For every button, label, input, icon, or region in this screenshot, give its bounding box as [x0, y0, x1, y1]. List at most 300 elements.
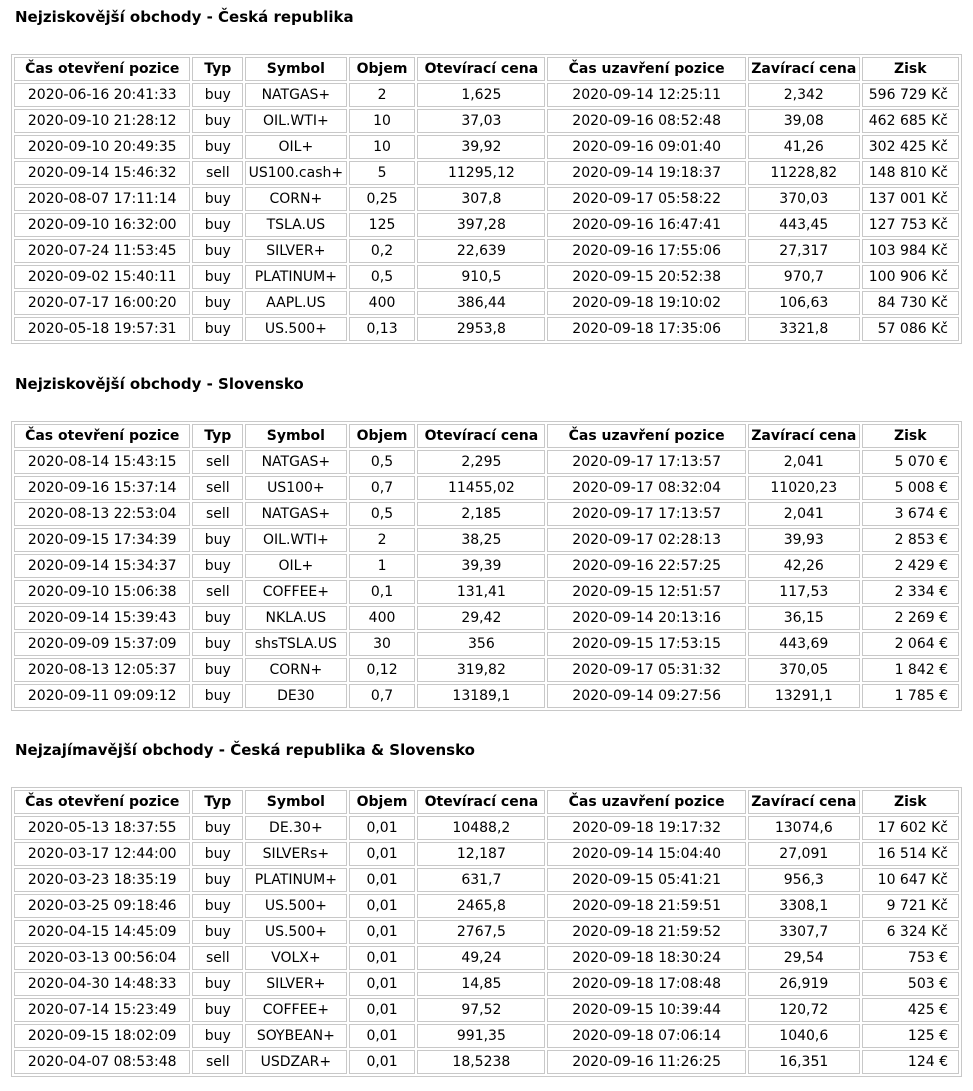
cell-symbol: AAPL.US — [245, 291, 346, 315]
column-header-volume: Objem — [349, 790, 416, 814]
cell-profit: 17 602 Kč — [862, 816, 959, 840]
cell-symbol: OIL.WTI+ — [245, 109, 346, 133]
cell-open-price: 13189,1 — [417, 684, 545, 708]
cell-symbol: SILVER+ — [245, 972, 346, 996]
cell-type: buy — [192, 1024, 243, 1048]
cell-close-price: 13291,1 — [748, 684, 860, 708]
cell-close-price: 13074,6 — [748, 816, 860, 840]
cell-close-time: 2020-09-16 22:57:25 — [547, 554, 746, 578]
cell-close-price: 2,041 — [748, 450, 860, 474]
cell-close-time: 2020-09-15 17:53:15 — [547, 632, 746, 656]
cell-volume: 2 — [349, 83, 416, 107]
cell-profit: 5 070 € — [862, 450, 959, 474]
cell-symbol: PLATINUM+ — [245, 265, 346, 289]
cell-close-time: 2020-09-15 10:39:44 — [547, 998, 746, 1022]
cell-type: buy — [192, 920, 243, 944]
cell-open-time: 2020-09-09 15:37:09 — [14, 632, 190, 656]
cell-symbol: NATGAS+ — [245, 450, 346, 474]
cell-open-price: 97,52 — [417, 998, 545, 1022]
cell-type: buy — [192, 187, 243, 211]
table-row — [14, 1024, 959, 1048]
cell-volume: 10 — [349, 135, 416, 159]
cell-open-time: 2020-09-10 20:49:35 — [14, 135, 190, 159]
cell-close-price: 3307,7 — [748, 920, 860, 944]
cell-volume: 0,01 — [349, 816, 416, 840]
cell-symbol: US100.cash+ — [245, 161, 346, 185]
table-row — [14, 135, 959, 159]
cell-open-time: 2020-04-07 08:53:48 — [14, 1050, 190, 1074]
cell-open-time: 2020-09-10 16:32:00 — [14, 213, 190, 237]
table-row — [14, 842, 959, 866]
cell-open-time: 2020-09-14 15:39:43 — [14, 606, 190, 630]
cell-volume: 0,01 — [349, 946, 416, 970]
table-row — [14, 109, 959, 133]
cell-type: buy — [192, 291, 243, 315]
cell-close-time: 2020-09-15 20:52:38 — [547, 265, 746, 289]
cell-volume: 400 — [349, 606, 416, 630]
cell-symbol: NATGAS+ — [245, 83, 346, 107]
cell-close-time: 2020-09-18 21:59:51 — [547, 894, 746, 918]
cell-close-price: 39,08 — [748, 109, 860, 133]
table-header-row — [14, 790, 959, 814]
trades-table — [11, 421, 962, 711]
cell-type: buy — [192, 135, 243, 159]
cell-type: buy — [192, 998, 243, 1022]
cell-profit: 2 429 € — [862, 554, 959, 578]
cell-close-price: 3321,8 — [748, 317, 860, 341]
cell-volume: 0,12 — [349, 658, 416, 682]
cell-open-time: 2020-06-16 20:41:33 — [14, 83, 190, 107]
cell-open-price: 38,25 — [417, 528, 545, 552]
cell-close-price: 16,351 — [748, 1050, 860, 1074]
cell-open-price: 12,187 — [417, 842, 545, 866]
cell-volume: 5 — [349, 161, 416, 185]
cell-open-time: 2020-09-16 15:37:14 — [14, 476, 190, 500]
cell-symbol: SILVERs+ — [245, 842, 346, 866]
cell-close-time: 2020-09-14 19:18:37 — [547, 161, 746, 185]
cell-type: buy — [192, 894, 243, 918]
table-row — [14, 658, 959, 682]
column-header-open-price: Otevírací cena — [417, 57, 545, 81]
cell-type: buy — [192, 213, 243, 237]
table-row — [14, 684, 959, 708]
cell-open-time: 2020-05-18 19:57:31 — [14, 317, 190, 341]
cell-profit: 2 269 € — [862, 606, 959, 630]
cell-volume: 0,01 — [349, 842, 416, 866]
table-header-row — [14, 424, 959, 448]
cell-volume: 2 — [349, 528, 416, 552]
cell-open-time: 2020-07-24 11:53:45 — [14, 239, 190, 263]
column-header-open-time: Čas otevření pozice — [14, 57, 190, 81]
cell-open-time: 2020-07-17 16:00:20 — [14, 291, 190, 315]
cell-open-time: 2020-09-14 15:46:32 — [14, 161, 190, 185]
cell-open-time: 2020-08-13 12:05:37 — [14, 658, 190, 682]
cell-profit: 103 984 Kč — [862, 239, 959, 263]
cell-close-price: 956,3 — [748, 868, 860, 892]
table-row — [14, 317, 959, 341]
column-header-close-time: Čas uzavření pozice — [547, 790, 746, 814]
cell-close-time: 2020-09-14 15:04:40 — [547, 842, 746, 866]
cell-volume: 0,13 — [349, 317, 416, 341]
cell-profit: 84 730 Kč — [862, 291, 959, 315]
cell-symbol: NKLA.US — [245, 606, 346, 630]
table-row — [14, 920, 959, 944]
cell-open-time: 2020-04-30 14:48:33 — [14, 972, 190, 996]
cell-type: sell — [192, 476, 243, 500]
cell-close-time: 2020-09-15 05:41:21 — [547, 868, 746, 892]
cell-close-time: 2020-09-17 17:13:57 — [547, 450, 746, 474]
cell-symbol: DE.30+ — [245, 816, 346, 840]
cell-symbol: TSLA.US — [245, 213, 346, 237]
table-row — [14, 1050, 959, 1074]
cell-open-price: 386,44 — [417, 291, 545, 315]
cell-volume: 0,1 — [349, 580, 416, 604]
trades-table — [11, 54, 962, 344]
cell-close-price: 42,26 — [748, 554, 860, 578]
cell-close-price: 443,45 — [748, 213, 860, 237]
cell-type: buy — [192, 606, 243, 630]
cell-open-price: 10488,2 — [417, 816, 545, 840]
column-header-symbol: Symbol — [245, 57, 346, 81]
cell-profit: 753 € — [862, 946, 959, 970]
table-row — [14, 998, 959, 1022]
cell-open-time: 2020-08-07 17:11:14 — [14, 187, 190, 211]
cell-close-price: 41,26 — [748, 135, 860, 159]
cell-open-price: 2,185 — [417, 502, 545, 526]
cell-volume: 30 — [349, 632, 416, 656]
cell-profit: 425 € — [862, 998, 959, 1022]
cell-profit: 127 753 Kč — [862, 213, 959, 237]
cell-close-price: 36,15 — [748, 606, 860, 630]
cell-close-time: 2020-09-17 05:58:22 — [547, 187, 746, 211]
cell-profit: 125 € — [862, 1024, 959, 1048]
cell-profit: 596 729 Kč — [862, 83, 959, 107]
cell-open-time: 2020-09-15 17:34:39 — [14, 528, 190, 552]
cell-profit: 1 785 € — [862, 684, 959, 708]
cell-open-price: 1,625 — [417, 83, 545, 107]
column-header-profit: Zisk — [862, 424, 959, 448]
cell-profit: 124 € — [862, 1050, 959, 1074]
cell-close-time: 2020-09-16 11:26:25 — [547, 1050, 746, 1074]
cell-symbol: OIL+ — [245, 135, 346, 159]
cell-type: buy — [192, 554, 243, 578]
column-header-close-price: Zavírací cena — [748, 424, 860, 448]
cell-type: buy — [192, 658, 243, 682]
cell-volume: 0,01 — [349, 1050, 416, 1074]
cell-type: sell — [192, 502, 243, 526]
table-row — [14, 868, 959, 892]
cell-open-time: 2020-03-13 00:56:04 — [14, 946, 190, 970]
column-header-open-time: Čas otevření pozice — [14, 424, 190, 448]
table-row — [14, 83, 959, 107]
cell-symbol: US.500+ — [245, 920, 346, 944]
column-header-volume: Objem — [349, 424, 416, 448]
cell-profit: 503 € — [862, 972, 959, 996]
table-row — [14, 476, 959, 500]
cell-type: buy — [192, 317, 243, 341]
cell-profit: 3 674 € — [862, 502, 959, 526]
cell-profit: 137 001 Kč — [862, 187, 959, 211]
cell-close-time: 2020-09-18 07:06:14 — [547, 1024, 746, 1048]
cell-close-time: 2020-09-14 20:13:16 — [547, 606, 746, 630]
cell-open-price: 11455,02 — [417, 476, 545, 500]
cell-volume: 0,5 — [349, 450, 416, 474]
cell-type: buy — [192, 239, 243, 263]
table-row — [14, 528, 959, 552]
cell-open-time: 2020-09-10 21:28:12 — [14, 109, 190, 133]
table-row — [14, 239, 959, 263]
cell-symbol: US100+ — [245, 476, 346, 500]
column-header-close-time: Čas uzavření pozice — [547, 424, 746, 448]
cell-profit: 2 334 € — [862, 580, 959, 604]
cell-type: buy — [192, 816, 243, 840]
cell-type: buy — [192, 972, 243, 996]
cell-volume: 0,01 — [349, 868, 416, 892]
cell-close-time: 2020-09-16 08:52:48 — [547, 109, 746, 133]
cell-profit: 10 647 Kč — [862, 868, 959, 892]
cell-symbol: CORN+ — [245, 187, 346, 211]
cell-close-time: 2020-09-18 18:30:24 — [547, 946, 746, 970]
cell-open-price: 39,39 — [417, 554, 545, 578]
cell-open-price: 631,7 — [417, 868, 545, 892]
cell-open-time: 2020-05-13 18:37:55 — [14, 816, 190, 840]
cell-close-price: 370,05 — [748, 658, 860, 682]
cell-open-price: 2,295 — [417, 450, 545, 474]
cell-close-time: 2020-09-16 17:55:06 — [547, 239, 746, 263]
cell-close-time: 2020-09-16 16:47:41 — [547, 213, 746, 237]
cell-open-time: 2020-08-14 15:43:15 — [14, 450, 190, 474]
cell-type: sell — [192, 161, 243, 185]
cell-open-price: 910,5 — [417, 265, 545, 289]
cell-close-price: 117,53 — [748, 580, 860, 604]
cell-close-price: 39,93 — [748, 528, 860, 552]
column-header-type: Typ — [192, 424, 243, 448]
cell-open-price: 397,28 — [417, 213, 545, 237]
cell-symbol: SOYBEAN+ — [245, 1024, 346, 1048]
section-title: Nejzajímavější obchody - Česká republika & Slovensko — [15, 741, 475, 759]
cell-symbol: USDZAR+ — [245, 1050, 346, 1074]
cell-close-price: 120,72 — [748, 998, 860, 1022]
table-row — [14, 606, 959, 630]
column-header-profit: Zisk — [862, 57, 959, 81]
column-header-open-price: Otevírací cena — [417, 790, 545, 814]
cell-type: sell — [192, 1050, 243, 1074]
cell-volume: 1 — [349, 554, 416, 578]
cell-open-time: 2020-07-14 15:23:49 — [14, 998, 190, 1022]
cell-volume: 0,01 — [349, 894, 416, 918]
cell-open-time: 2020-09-10 15:06:38 — [14, 580, 190, 604]
section-title: Nejziskovější obchody - Slovensko — [15, 375, 304, 393]
cell-volume: 0,2 — [349, 239, 416, 263]
cell-close-time: 2020-09-18 19:17:32 — [547, 816, 746, 840]
cell-open-price: 11295,12 — [417, 161, 545, 185]
cell-symbol: COFFEE+ — [245, 580, 346, 604]
cell-open-time: 2020-03-25 09:18:46 — [14, 894, 190, 918]
cell-close-price: 29,54 — [748, 946, 860, 970]
table-header-row — [14, 57, 959, 81]
cell-volume: 10 — [349, 109, 416, 133]
cell-close-time: 2020-09-14 12:25:11 — [547, 83, 746, 107]
column-header-type: Typ — [192, 790, 243, 814]
cell-open-price: 2465,8 — [417, 894, 545, 918]
cell-open-price: 18,5238 — [417, 1050, 545, 1074]
cell-open-time: 2020-08-13 22:53:04 — [14, 502, 190, 526]
cell-open-price: 29,42 — [417, 606, 545, 630]
table-row — [14, 816, 959, 840]
column-header-profit: Zisk — [862, 790, 959, 814]
table-row — [14, 291, 959, 315]
cell-symbol: US.500+ — [245, 317, 346, 341]
cell-profit: 5 008 € — [862, 476, 959, 500]
cell-symbol: NATGAS+ — [245, 502, 346, 526]
cell-type: buy — [192, 684, 243, 708]
cell-open-price: 22,639 — [417, 239, 545, 263]
cell-volume: 400 — [349, 291, 416, 315]
column-header-symbol: Symbol — [245, 790, 346, 814]
table-row — [14, 187, 959, 211]
table-row — [14, 161, 959, 185]
table-row — [14, 502, 959, 526]
column-header-close-price: Zavírací cena — [748, 790, 860, 814]
cell-close-time: 2020-09-18 17:35:06 — [547, 317, 746, 341]
cell-profit: 6 324 Kč — [862, 920, 959, 944]
cell-volume: 0,7 — [349, 684, 416, 708]
cell-close-price: 3308,1 — [748, 894, 860, 918]
cell-profit: 16 514 Kč — [862, 842, 959, 866]
cell-type: buy — [192, 83, 243, 107]
cell-open-price: 356 — [417, 632, 545, 656]
section-title: Nejziskovější obchody - Česká republika — [15, 8, 354, 26]
table-row — [14, 213, 959, 237]
cell-close-time: 2020-09-14 09:27:56 — [547, 684, 746, 708]
cell-type: buy — [192, 868, 243, 892]
cell-close-price: 11020,23 — [748, 476, 860, 500]
cell-open-price: 319,82 — [417, 658, 545, 682]
cell-open-price: 2767,5 — [417, 920, 545, 944]
cell-symbol: COFFEE+ — [245, 998, 346, 1022]
cell-close-price: 1040,6 — [748, 1024, 860, 1048]
column-header-close-price: Zavírací cena — [748, 57, 860, 81]
cell-volume: 0,5 — [349, 265, 416, 289]
cell-open-price: 131,41 — [417, 580, 545, 604]
table-row — [14, 632, 959, 656]
cell-close-price: 27,091 — [748, 842, 860, 866]
cell-open-time: 2020-04-15 14:45:09 — [14, 920, 190, 944]
cell-type: sell — [192, 450, 243, 474]
cell-open-time: 2020-09-11 09:09:12 — [14, 684, 190, 708]
cell-symbol: SILVER+ — [245, 239, 346, 263]
cell-type: sell — [192, 946, 243, 970]
cell-volume: 125 — [349, 213, 416, 237]
cell-symbol: CORN+ — [245, 658, 346, 682]
cell-symbol: DE30 — [245, 684, 346, 708]
cell-open-price: 307,8 — [417, 187, 545, 211]
trades-table — [11, 787, 962, 1077]
cell-open-time: 2020-09-14 15:34:37 — [14, 554, 190, 578]
cell-close-price: 106,63 — [748, 291, 860, 315]
cell-open-time: 2020-03-17 12:44:00 — [14, 842, 190, 866]
cell-type: sell — [192, 580, 243, 604]
cell-profit: 2 064 € — [862, 632, 959, 656]
column-header-type: Typ — [192, 57, 243, 81]
cell-symbol: shsTSLA.US — [245, 632, 346, 656]
cell-volume: 0,25 — [349, 187, 416, 211]
cell-open-time: 2020-09-15 18:02:09 — [14, 1024, 190, 1048]
column-header-symbol: Symbol — [245, 424, 346, 448]
cell-profit: 2 853 € — [862, 528, 959, 552]
cell-type: buy — [192, 528, 243, 552]
table-row — [14, 972, 959, 996]
cell-symbol: VOLX+ — [245, 946, 346, 970]
cell-close-time: 2020-09-15 12:51:57 — [547, 580, 746, 604]
cell-profit: 462 685 Kč — [862, 109, 959, 133]
cell-profit: 57 086 Kč — [862, 317, 959, 341]
table-row — [14, 894, 959, 918]
cell-close-time: 2020-09-18 19:10:02 — [547, 291, 746, 315]
cell-close-time: 2020-09-16 09:01:40 — [547, 135, 746, 159]
cell-type: buy — [192, 632, 243, 656]
cell-open-time: 2020-03-23 18:35:19 — [14, 868, 190, 892]
cell-close-time: 2020-09-17 08:32:04 — [547, 476, 746, 500]
cell-close-price: 27,317 — [748, 239, 860, 263]
cell-profit: 100 906 Kč — [862, 265, 959, 289]
table-row — [14, 580, 959, 604]
cell-close-price: 443,69 — [748, 632, 860, 656]
column-header-close-time: Čas uzavření pozice — [547, 57, 746, 81]
cell-open-price: 991,35 — [417, 1024, 545, 1048]
cell-symbol: PLATINUM+ — [245, 868, 346, 892]
cell-close-time: 2020-09-18 17:08:48 — [547, 972, 746, 996]
cell-close-time: 2020-09-18 21:59:52 — [547, 920, 746, 944]
cell-close-price: 2,041 — [748, 502, 860, 526]
cell-profit: 302 425 Kč — [862, 135, 959, 159]
cell-volume: 0,7 — [349, 476, 416, 500]
cell-symbol: OIL+ — [245, 554, 346, 578]
cell-symbol: OIL.WTI+ — [245, 528, 346, 552]
cell-open-price: 49,24 — [417, 946, 545, 970]
cell-open-time: 2020-09-02 15:40:11 — [14, 265, 190, 289]
cell-volume: 0,01 — [349, 972, 416, 996]
cell-open-price: 2953,8 — [417, 317, 545, 341]
cell-profit: 148 810 Kč — [862, 161, 959, 185]
cell-type: buy — [192, 265, 243, 289]
table-row — [14, 450, 959, 474]
cell-profit: 9 721 Kč — [862, 894, 959, 918]
table-row — [14, 554, 959, 578]
cell-close-price: 370,03 — [748, 187, 860, 211]
table-row — [14, 265, 959, 289]
cell-profit: 1 842 € — [862, 658, 959, 682]
cell-type: buy — [192, 109, 243, 133]
column-header-volume: Objem — [349, 57, 416, 81]
cell-open-price: 39,92 — [417, 135, 545, 159]
cell-volume: 0,01 — [349, 998, 416, 1022]
cell-open-price: 14,85 — [417, 972, 545, 996]
cell-volume: 0,01 — [349, 920, 416, 944]
column-header-open-price: Otevírací cena — [417, 424, 545, 448]
table-row — [14, 946, 959, 970]
cell-volume: 0,01 — [349, 1024, 416, 1048]
cell-type: buy — [192, 842, 243, 866]
cell-close-price: 970,7 — [748, 265, 860, 289]
cell-close-time: 2020-09-17 02:28:13 — [547, 528, 746, 552]
cell-close-price: 26,919 — [748, 972, 860, 996]
column-header-open-time: Čas otevření pozice — [14, 790, 190, 814]
cell-close-price: 11228,82 — [748, 161, 860, 185]
cell-volume: 0,5 — [349, 502, 416, 526]
cell-open-price: 37,03 — [417, 109, 545, 133]
cell-close-price: 2,342 — [748, 83, 860, 107]
